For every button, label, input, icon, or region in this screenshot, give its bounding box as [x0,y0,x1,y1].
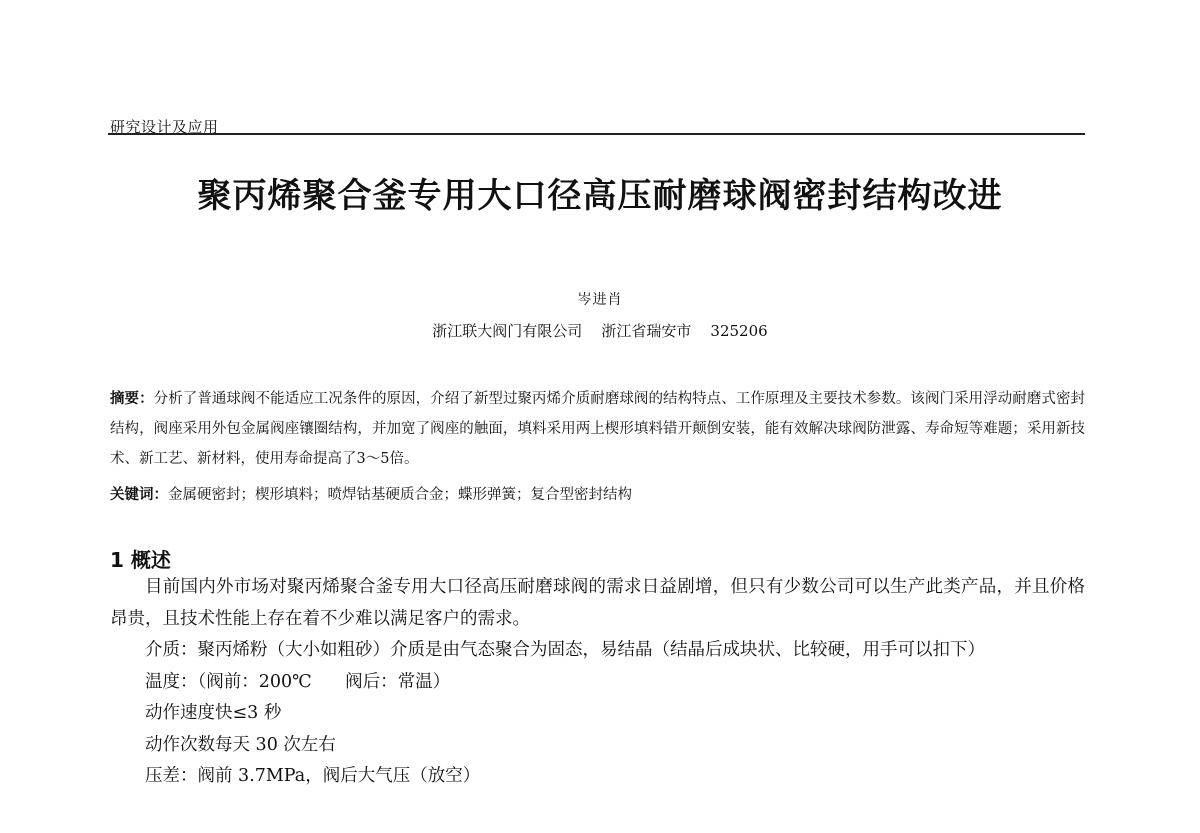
keywords-text: 金属硬密封；楔形填料；喷焊钴基硬质合金；蝶形弹簧；复合型密封结构 [168,487,632,503]
spec-temperature: 温度：（阀前：200℃ 阀后：常温） [145,671,451,692]
author-affiliation: 浙江联大阀门有限公司 浙江省瑞安市 325206 [432,322,768,340]
abstract-label: 摘要： [110,390,154,407]
header-rule [108,133,1085,135]
section-heading: 1 概述 [110,548,171,572]
section-body [110,572,1085,793]
keywords-label: 关键词： [110,486,168,503]
keywords [110,483,1085,507]
abstract [110,384,1085,474]
spec-pressure: 压差：阀前 3.7MPa，阀后大气压（放空） [145,766,481,786]
paragraph-market: 目前国内外市场对聚丙烯聚合釜专用大口径高压耐磨球阀的需求日益剧增，但只有少数公司可以生产此类产品，并且价格昂贵，且技术性能上存在着不少难以满足客户的需求。 [110,577,1085,629]
paragraph-medium: 介质：聚丙烯粉（大小如粗砂）介质是由气态聚合为固态，易结晶（结晶后成块状、比较硬，用手可以扣下） [145,640,985,660]
running-header: 研究设计及应用 [110,118,219,136]
spec-speed: 动作速度快≤3 秒 [145,703,282,723]
spec-count: 动作次数每天 30 次左右 [145,734,336,755]
paper-title: 聚丙烯聚合釜专用大口径高压耐磨球阀密封结构改进 [197,176,1003,216]
abstract-text: 分析了普通球阀不能适应工况条件的原因，介绍了新型过聚丙烯介质耐磨球阀的结构特点、工作原理及主要技术参数。该阀门采用浮动耐磨式密封结构，阀座采用外包金属阀座镶圈结构，并加宽了阀座的触面，填料采用两上楔形填料错开颠倒安装，能有效解决球阀防泄露、寿命短等难题；采用新技术、新工艺、新材料，使用寿命提高了3～5倍。 [110,391,1086,467]
author-name: 岑进肖 [577,292,623,308]
